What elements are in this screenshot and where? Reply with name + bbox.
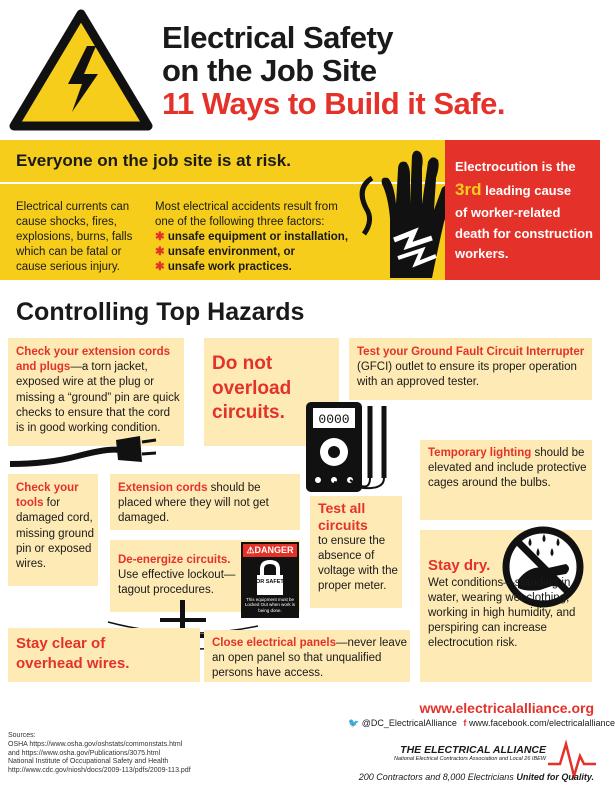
high-voltage-warning-icon — [8, 8, 154, 132]
risk-factors-intro: Most electrical accidents result from one of the following three factors: — [155, 201, 338, 228]
source-line: OSHA https://www.osha.gov/oshstats/commonstats.html — [8, 740, 183, 748]
risk-factor-text: unsafe work practices. — [167, 260, 292, 273]
meter-display-text: 0000 — [318, 412, 350, 427]
hazard-panels-text — [212, 636, 408, 682]
website-link[interactable]: www.electricalalliance.org — [419, 700, 594, 716]
hazard-lead: Extension cords — [118, 482, 208, 494]
hazard-lead: Test your Ground Fault Circuit Interrupter — [357, 346, 585, 358]
hazard-lead: Test all circuits — [318, 500, 368, 533]
hazard-tools-text — [16, 481, 94, 572]
stat-line-4: death for construction — [455, 225, 593, 241]
hazard-lead: Check your extension cords and plugs — [16, 346, 171, 374]
hazard-body: should be placed where they will not get damaged. — [118, 482, 269, 525]
risk-factor-item: ✱ unsafe environment, or — [155, 245, 296, 258]
sources-label: Sources: — [8, 732, 36, 739]
stat-box-text — [455, 157, 595, 264]
stat-line-2-text: leading cause — [485, 183, 572, 199]
page-subtitle: 11 Ways to Build it Safe. — [162, 86, 505, 122]
hazard-body: —never leave an open panel so that unqualified persons have access. — [212, 637, 407, 680]
risk-factors — [155, 200, 355, 275]
danger-tag-footer: This equipment must be Locked Out when work is being done. — [244, 597, 296, 613]
hazard-overload-text: Do not overload circuits. — [212, 353, 292, 424]
title-line-1: Electrical Safety — [162, 20, 394, 55]
hazard-body: to ensure the absence of voltage with the proper meter. — [318, 534, 398, 593]
risk-factor-text: unsafe environment, or — [167, 245, 296, 258]
hazard-body: Wet conditions—standing in water, wearing wet clothing, working in high humidity, and perspiring can increase electrocution risk. — [428, 576, 576, 650]
danger-tag-title: DANGER — [254, 545, 294, 555]
page-title — [162, 22, 582, 121]
danger-tag-header — [243, 544, 297, 557]
hazard-ext-cords-text — [118, 481, 296, 527]
hazard-gfci-text — [357, 345, 587, 391]
risk-factor-text: unsafe equipment or installation, — [167, 230, 349, 243]
stat-ordinal-suffix: rd — [464, 180, 482, 200]
multimeter-icon — [300, 398, 410, 498]
risk-headline: Everyone on the job site is at risk. — [16, 151, 291, 170]
padlock-label: FOR SAFETY — [252, 579, 288, 585]
hazard-body: —a torn jacket, exposed wire at the plug or missing a “ground” pin are quick checks to ensure that the cord is in good working condition. — [16, 361, 180, 434]
section-title: Controlling Top Hazards — [16, 298, 305, 326]
hazard-body: (GFCI) outlet to ensure its proper operation with an approved tester. — [357, 361, 577, 389]
stat-ordinal-number: 3 — [455, 180, 465, 200]
tagline-bold: United for Quality. — [516, 772, 594, 782]
org-name: THE ELECTRICAL ALLIANCE — [400, 744, 546, 756]
hazard-overhead-text: Stay clear of overhead wires. — [16, 635, 130, 672]
social-links — [348, 718, 615, 729]
electrical-plug-icon — [8, 420, 158, 476]
stat-line-2 — [455, 177, 595, 203]
source-line: http://www.cdc.gov/niosh/docs/2009-113/pdfs/2009-113.pdf — [8, 767, 191, 774]
risk-left-text: Electrical currents can cause shocks, fires, explosions, burns, falls which can be fatal or cause serious injury. — [16, 201, 133, 273]
source-line: and https://www.osha.gov/Publications/3075.html — [8, 749, 161, 757]
hazard-lead: Stay dry. — [428, 557, 491, 574]
risk-factor-item: ✱ unsafe equipment or installation, — [155, 230, 349, 243]
hazard-lead: Close electrical panels — [212, 637, 337, 649]
risk-factor-item: ✱ unsafe work practices. — [155, 260, 292, 273]
hazard-body: should be elevated and include protective cages around the bulbs. — [428, 447, 587, 490]
hazard-lead: De-energize circuits. — [118, 554, 231, 566]
org-subtitle: National Electrical Contractors Association and Local 26 IBEW — [393, 756, 546, 762]
stat-line-5: workers. — [455, 245, 509, 261]
stat-line-3: of worker-related — [455, 205, 561, 221]
hazard-body: Use effective lockout—tagout procedures. — [118, 569, 236, 597]
title-line-2: on the Job Site — [162, 52, 377, 88]
hazard-body: for damaged cord, missing ground pin or exposed wires. — [16, 497, 94, 570]
org-block — [346, 744, 546, 762]
stat-line-1: Electrocution is the — [455, 159, 576, 174]
twitter-icon: 🐦 — [348, 718, 360, 728]
facebook-link[interactable]: www.facebook.com/electricalalliance — [468, 718, 615, 728]
source-line: National Institute of Occupational Safety and Health — [8, 758, 169, 766]
hazard-temp-lighting-text — [428, 446, 588, 492]
hazard-lead: Temporary lighting — [428, 447, 532, 459]
twitter-handle[interactable]: @DC_ElectricalAlliance — [361, 718, 457, 728]
hazard-test-circuits-text — [318, 500, 400, 594]
warning-icon: ⚠ — [246, 545, 255, 555]
tagline-main: 200 Contractors and 8,000 Electricians — [358, 772, 514, 782]
sources-block — [8, 732, 248, 776]
facebook-icon: f — [463, 718, 467, 728]
hazard-lead: Check your tools — [16, 482, 79, 510]
hazard-stay-dry-text — [428, 556, 588, 652]
footer-tagline — [250, 772, 594, 782]
stat-ordinal — [455, 180, 481, 199]
